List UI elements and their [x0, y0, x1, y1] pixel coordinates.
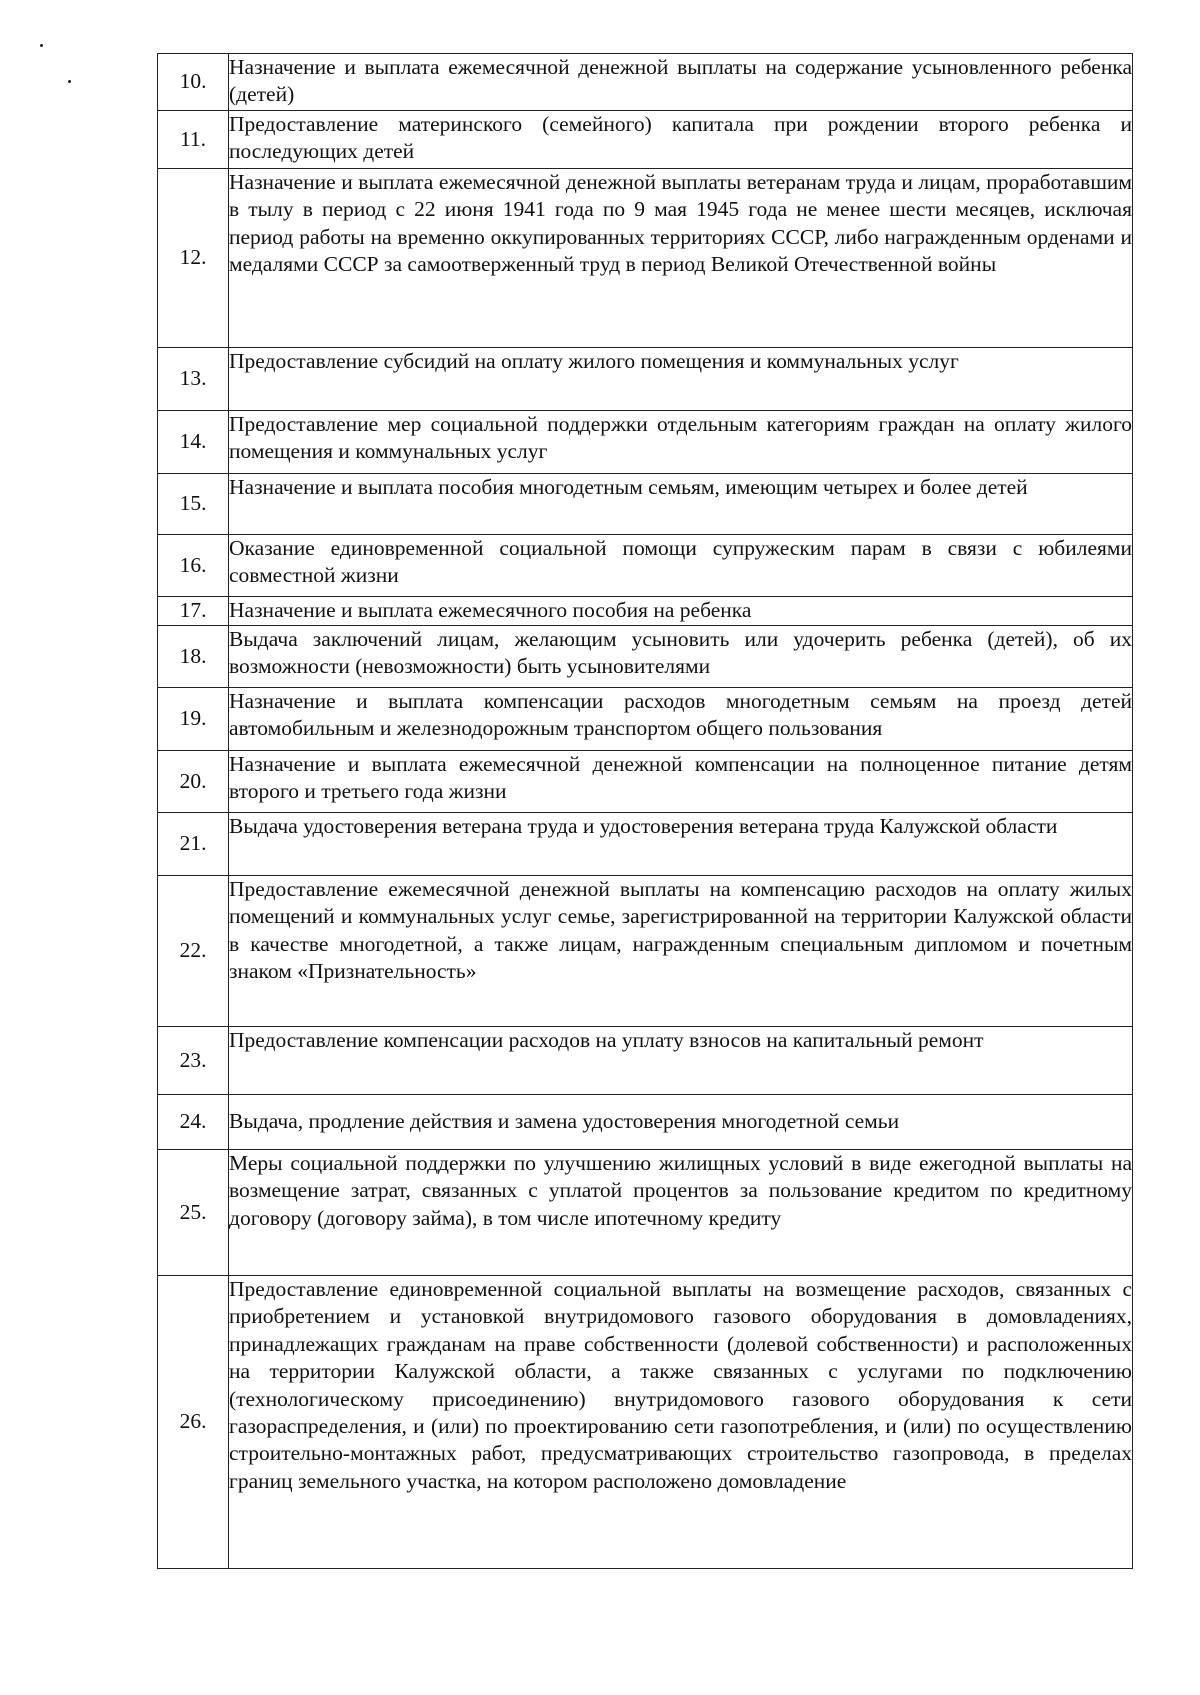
row-number: 23.: [158, 1027, 229, 1095]
table-row: [158, 1150, 1133, 1276]
row-number: 20.: [158, 751, 229, 813]
table-row: [158, 876, 1133, 1027]
table-row: [158, 474, 1133, 535]
service-name: Предоставление компенсации расходов на уплату взносов на капитальный ремонт: [229, 1027, 1133, 1095]
row-number: 12.: [158, 169, 229, 348]
table-row: [158, 626, 1133, 688]
row-number: 26.: [158, 1276, 229, 1569]
service-name: Предоставление ежемесячной денежной выплаты на компенсацию расходов на оплату жилых помещений и коммунальных услуг семье, зарегистрированной на территории Калужской области в качестве многодетной, а также лицам, награжденным специальным дипломом и почетным знаком «Признательность»: [229, 876, 1133, 1027]
service-name: Предоставление мер социальной поддержки отдельным категориям граждан на оплату жилого помещения и коммунальных услуг: [229, 411, 1133, 474]
scan-speck: [40, 44, 43, 47]
service-name: Выдача заключений лицам, желающим усыновить или удочерить ребенка (детей), об их возможности (невозможности) быть усыновителями: [229, 626, 1133, 688]
service-name: Назначение и выплата компенсации расходов многодетным семьям на проезд детей автомобильным и железнодорожным транспортом общего пользования: [229, 688, 1133, 751]
row-number: 11.: [158, 111, 229, 169]
table-row: [158, 111, 1133, 169]
table-row: [158, 411, 1133, 474]
table-row: [158, 813, 1133, 876]
service-name: Выдача, продление действия и замена удостоверения многодетной семьи: [229, 1095, 1133, 1150]
service-name: Предоставление материнского (семейного) капитала при рождении второго ребенка и последующих детей: [229, 111, 1133, 169]
service-name: Назначение и выплата ежемесячного пособия на ребенка: [229, 597, 1133, 626]
service-name: Назначение и выплата пособия многодетным семьям, имеющим четырех и более детей: [229, 474, 1133, 535]
service-name: Выдача удостоверения ветерана труда и удостоверения ветерана труда Калужской области: [229, 813, 1133, 876]
services-table: [157, 53, 1133, 1569]
scan-speck: [68, 80, 71, 83]
service-name: Назначение и выплата ежемесячной денежной выплаты ветеранам труда и лицам, проработавшим в тылу в период с 22 июня 1941 года по 9 мая 1945 года не менее шести месяцев, исключая период работы на временно оккупированных территориях СССР, либо награжденным орденами и медалями СССР за самоотверженный труд в период Великой Отечественной войны: [229, 169, 1133, 348]
row-number: 17.: [158, 597, 229, 626]
row-number: 25.: [158, 1150, 229, 1276]
table-row: [158, 535, 1133, 597]
table-row: [158, 1276, 1133, 1569]
service-name: Предоставление единовременной социальной выплаты на возмещение расходов, связанных с приобретением и установкой внутридомового газового оборудования в домовладениях, принадлежащих гражданам на праве собственности (долевой собственности) и расположенных на территории Калужской области, а также связанных с услугами по подключению (технологическому присоединению) внутридомового газового оборудования к сети газораспределения, и (или) по проектированию сети газопотребления, и (или) по осуществлению строительно-монтажных работ, предусматривающих строительство газопровода, в пределах границ земельного участка, на котором расположено домовладение: [229, 1276, 1133, 1569]
row-number: 19.: [158, 688, 229, 751]
row-number: 22.: [158, 876, 229, 1027]
table-row: [158, 1095, 1133, 1150]
service-name: Предоставление субсидий на оплату жилого помещения и коммунальных услуг: [229, 348, 1133, 411]
table-row: [158, 751, 1133, 813]
service-name: Оказание единовременной социальной помощи супружеским парам в связи с юбилеями совместной жизни: [229, 535, 1133, 597]
service-name: Меры социальной поддержки по улучшению жилищных условий в виде ежегодной выплаты на возмещение затрат, связанных с уплатой процентов за пользование кредитом по кредитному договору (договору займа), в том числе ипотечному кредиту: [229, 1150, 1133, 1276]
table-row: [158, 688, 1133, 751]
row-number: 15.: [158, 474, 229, 535]
table-row: [158, 597, 1133, 626]
row-number: 10.: [158, 54, 229, 111]
row-number: 13.: [158, 348, 229, 411]
service-name: Назначение и выплата ежемесячной денежной выплаты на содержание усыновленного ребенка (детей): [229, 54, 1133, 111]
row-number: 21.: [158, 813, 229, 876]
table-row: [158, 348, 1133, 411]
row-number: 16.: [158, 535, 229, 597]
row-number: 18.: [158, 626, 229, 688]
service-name: Назначение и выплата ежемесячной денежной компенсации на полноценное питание детям второго и третьего года жизни: [229, 751, 1133, 813]
table-row: [158, 54, 1133, 111]
table-row: [158, 169, 1133, 348]
row-number: 24.: [158, 1095, 229, 1150]
table-row: [158, 1027, 1133, 1095]
row-number: 14.: [158, 411, 229, 474]
